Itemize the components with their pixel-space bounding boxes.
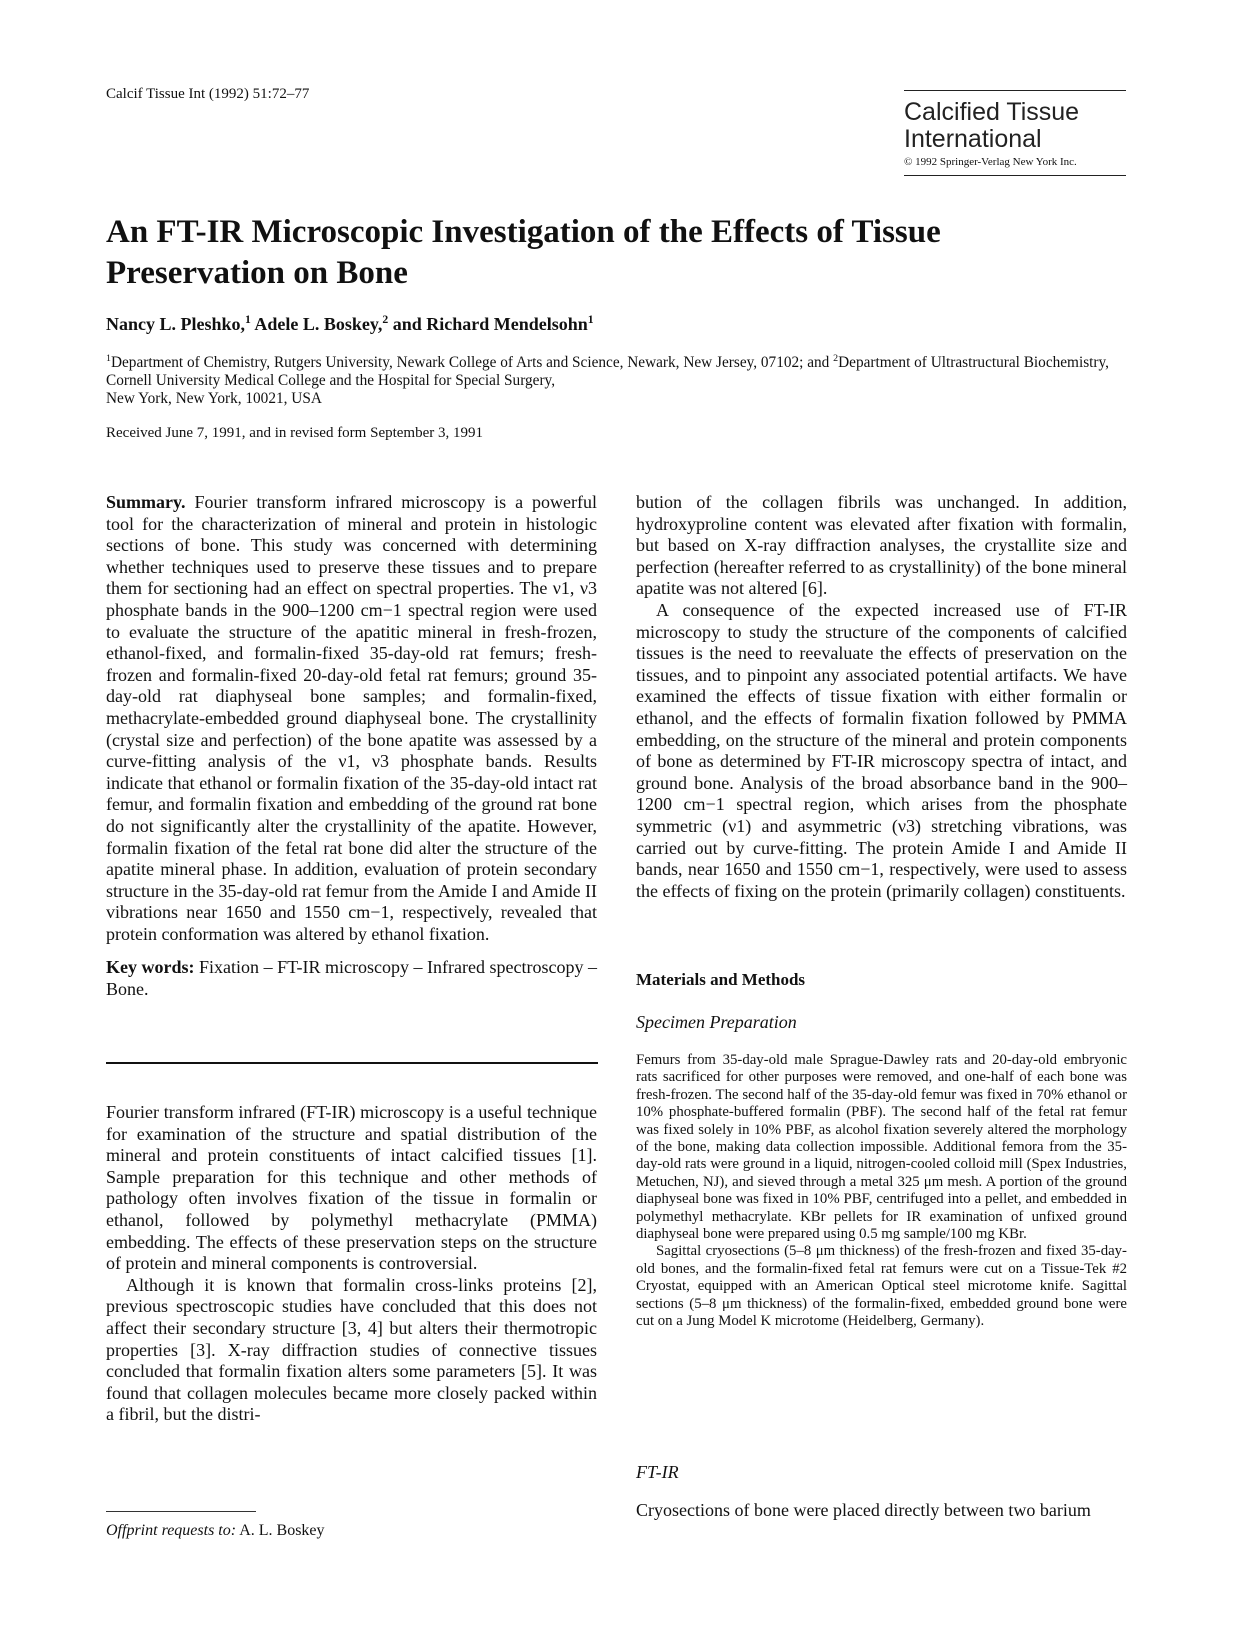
intro-paragraph-3: bution of the collagen fibrils was unchanged. In addition, hydroxyproline content was elevated after fixation with formalin, but based on X-ray diffraction analyses, the crystallite size and perfection (hereafter referred to as crystallinity) of the bone mineral apatite was not altered [6]. (636, 492, 1127, 599)
intro-paragraph-2: Although it is known that formalin cross-links proteins [2], previous spectroscopic studies have concluded that this does not affect their secondary structure [3, 4] but alters their thermotropic properties [3]. X-ray diffraction studies of connective tissues concluded that formalin fixation alters some parameters [5]. It was found that collagen molecules became more closely packed within a fibril, but the distri- (106, 1274, 597, 1425)
affil-mark-1: 1 (106, 353, 111, 364)
author-3: and Richard Mendelsohn (392, 314, 588, 334)
offprint-footnote (106, 1522, 325, 1540)
keywords-paragraph (106, 957, 597, 1000)
article-title (106, 212, 1006, 294)
summary-paragraph (106, 492, 597, 945)
summary-text: Fourier transform infrared microscopy is a powerful tool for the characterization of mineral and protein in histologic sections of bone. This study was concerned with determining whether techniques used to preserve these tissues and to prepare them for sectioning had an effect on spectral properties. The ν1, ν3 phosphate bands in the 900–1200 cm−1 spectral region were used to evaluate the structure of the apatitic mineral in fresh-frozen, ethanol-fixed, and formalin-fixed 35-day-old rat femurs; fresh-frozen and formalin-fixed 20-day-old fetal rat femurs; ground 35-day-old rat diaphyseal bone samples; and formalin-fixed, methacrylate-embedded ground diaphyseal bone. The crystallinity (crystal size and perfection) of the bone apatite was assessed by a curve-fitting analysis of the ν1, ν3 phosphate bands. Results indicate that ethanol or formalin fixation of the 35-day-old intact rat femur, and formalin fixation and embedding of the ground rat bone do not significantly alter the crystallinity of the apatite. However, formalin fixation of the fetal rat bone did alter the structure of the apatite mineral phase. In addition, evaluation of protein secondary structure in the 35-day-old rat femur from the Amide I and Amide II vibrations near 1650 and 1550 cm−1, respectively, revealed that protein conformation was altered by ethanol fixation. (106, 492, 598, 944)
offprint-name: A. L. Boskey (239, 1522, 325, 1539)
methods-heading: Materials and Methods (636, 970, 806, 989)
journal-name-line2: International (904, 125, 1042, 153)
received-dates: Received June 7, 1991, and in revised form September 3, 1991 (106, 425, 483, 441)
affiliation-1: Department of Chemistry, Rutgers University, Newark College of Arts and Science, Newark, New Jersey, 07102; and (110, 354, 834, 372)
ftir-heading: FT-IR (636, 1462, 679, 1482)
author-1: Nancy L. Pleshko, (106, 314, 246, 334)
abstract-divider (106, 1062, 598, 1064)
title-line-2: Preservation on Bone (106, 255, 408, 291)
author-3-affil-mark: 1 (587, 313, 594, 326)
keywords-label: Key words: (106, 957, 195, 978)
author-1-affil-mark: 1 (245, 313, 251, 326)
author-2-affil-mark: 2 (382, 313, 389, 326)
specimen-prep-body (636, 1052, 1127, 1331)
copyright-notice: © 1992 Springer-Verlag New York Inc. (904, 156, 1077, 168)
author-2: Adele L. Boskey, (254, 314, 383, 334)
intro-left-column (106, 1102, 597, 1426)
summary-label: Summary. (106, 492, 186, 512)
affiliation-2: Department of Ultrastructural Biochemistry, Cornell University Medical College and the Hospital for Special Surgery, (106, 354, 1109, 390)
journal-citation: Calcif Tissue Int (1992) 51:72–77 (106, 86, 310, 102)
affiliations (106, 350, 1136, 408)
footnote-divider (106, 1511, 256, 1512)
keywords-text: Fixation – FT-IR microscopy – Infrared spectroscopy – Bone. (106, 957, 597, 1000)
offprint-label: Offprint requests to: (106, 1522, 237, 1539)
intro-right-column (636, 492, 1127, 902)
methods-paragraph-1: Femurs from 35-day-old male Sprague-Dawley rats and 20-day-old embryonic rats sacrificed for other purposes were removed, and one-half of each bone was fresh-frozen. The second half of the 35-day-old femur was fixed in 70% ethanol or 10% phosphate-buffered formalin (PBF). The second half of the fetal rat femur was fixed solely in 10% PBF, as alcohol fixation severely altered the morphology of the bone, making data collection impossible. Additional femora from the 35-day-old rats were ground in a liquid, nitrogen-cooled colloid mill (Spex Industries, Metuchen, NJ), and sieved through a metal 325 μm mesh. A portion of the ground diaphyseal bone was fixed in 10% PBF, centrifuged into a pellet, and embedded in polymethyl methacrylate. KBr pellets for IR examination of unfixed ground diaphyseal bone were prepared using 0.5 mg sample/100 mg KBr. (636, 1052, 1127, 1243)
affiliation-address: New York, New York, 10021, USA (106, 390, 322, 408)
journal-name-line1: Calcified Tissue (904, 98, 1080, 126)
abstract-block (106, 492, 597, 1001)
methods-paragraph-2: Sagittal cryosections (5–8 μm thickness) of the fresh-frozen and fixed 35-day-old bones, and the formalin-fixed fetal rat femurs were cut on a Tissue-Tek #2 Cryostat, equipped with an American Optical steel microtome knife. Sagittal sections (5–8 μm thickness) of the formalin-fixed, embedded ground bone were cut on a Jung Model K microtome (Heidelberg, Germany). (636, 1243, 1127, 1330)
title-line-1: An FT-IR Microscopic Investigation of the Effects of Tissue (106, 214, 941, 250)
ftir-body (636, 1500, 1127, 1522)
methods-paragraph-3: Cryosections of bone were placed directly between two barium (636, 1500, 1091, 1520)
author-list (106, 313, 594, 335)
intro-paragraph-1: Fourier transform infrared (FT-IR) microscopy is a useful technique for examination of the structure and spatial distribution of the mineral and protein constituents of intact calcified tissues [1]. Sample preparation for this technique and other methods of pathology often involves fixation of the tissue in formalin or ethanol, followed by polymethyl methacrylate (PMMA) embedding. The effects of these preservation steps on the structure of protein and mineral components is controversial. (106, 1102, 597, 1274)
affil-mark-2: 2 (833, 353, 839, 364)
specimen-prep-heading: Specimen Preparation (636, 1012, 797, 1032)
intro-paragraph-4: A consequence of the expected increased use of FT-IR microscopy to study the structure of the components of calcified tissues is the need to reevaluate the effects of preservation on the tissues, and to pinpoint any associated potential artifacts. We have examined the effects of tissue fixation with either formalin or ethanol, and the effects of formalin fixation followed by PMMA embedding, on the structure of the mineral and protein components of bone as determined by FT-IR microscopy spectra of intact, and ground bone. Analysis of the broad absorbance band in the 900–1200 cm−1 spectral region, which arises from the phosphate symmetric (ν1) and asymmetric (ν3) stretching vibrations, was carried out by curve-fitting. The protein Amide I and Amide II bands, near 1650 and 1550 cm−1, respectively, were used to assess the effects of fixing on the protein (primarily collagen) constituents. (636, 599, 1127, 901)
journal-masthead (904, 90, 1126, 176)
